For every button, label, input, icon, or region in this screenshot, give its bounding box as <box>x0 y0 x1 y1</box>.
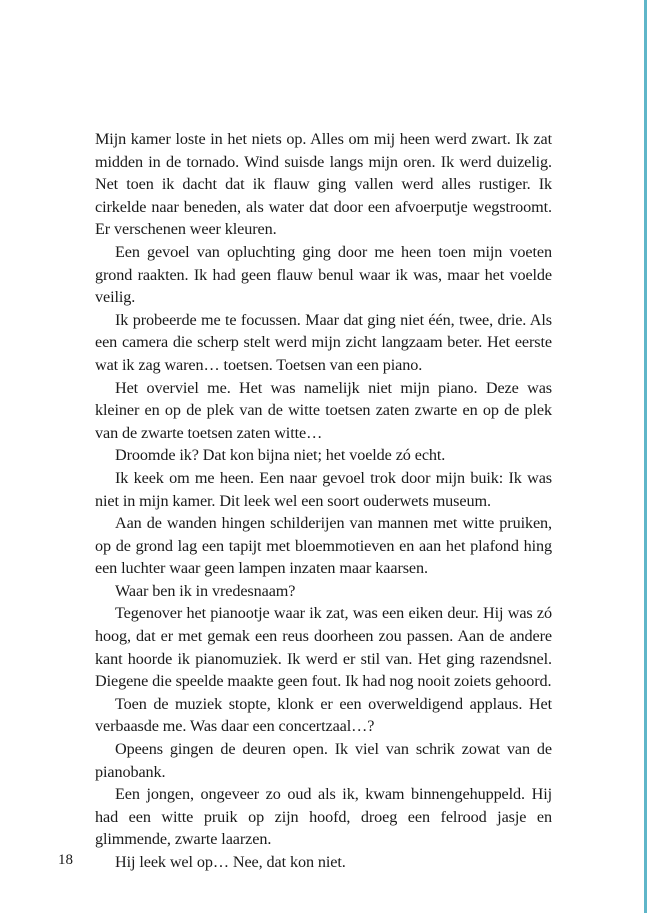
paragraph: Opeens gingen de deuren open. Ik viel van schrik zowat van de pianobank. <box>95 740 552 781</box>
paragraph: Tegenover het pianootje waar ik zat, was een eiken deur. Hij was zó hoog, dat er met gemak een reus doorheen zou passen. Aan de andere kant hoorde ik pianomuziek. Ik werd er stil van. Het ging razendsnel. Diegene die speelde maakte geen fout. Ik had nog nooit zoiets gehoord. <box>95 604 552 691</box>
paragraph: Droomde ik? Dat kon bijna niet; het voelde zó echt. <box>115 446 446 465</box>
paragraph: Een jongen, ongeveer zo oud als ik, kwam binnengehuppeld. Hij had een witte pruik op zijn hoofd, droeg een felrood jasje en glimmende, zwarte laarzen. <box>95 785 552 849</box>
paragraph: Hij leek wel op… Nee, dat kon niet. <box>115 853 346 871</box>
page-number: 18 <box>58 852 73 868</box>
paragraph: Waar ben ik in vredesnaam? <box>115 581 296 600</box>
body-text <box>95 128 552 874</box>
paragraph: Toen de muziek stopte, klonk er een overweldigend applaus. Het verbaasde me. Was daar een concertzaal…? <box>95 694 552 736</box>
paragraph: Het overviel me. Het was namelijk niet mijn piano. Deze was kleiner en op de plek van de witte toetsen zaten zwarte en op de plek van de zwarte toetsen zaten witte… <box>95 378 552 442</box>
paragraph: Aan de wanden hingen schilderijen van mannen met witte pruiken, op de grond lag een tapijt met bloemmotieven en aan het plafond hing een luchter waar geen lampen inzaten maar kaarsen. <box>95 514 552 578</box>
paragraph: Ik probeerde me te focussen. Maar dat ging niet één, twee, drie. Als een camera die scherp stelt werd mijn zicht langzaam beter. Het eerste wat ik zag waren… toetsen. Toetsen van een piano. <box>95 310 552 374</box>
paragraph: Ik keek om me heen. Een naar gevoel trok door mijn buik: Ik was niet in mijn kamer. Dit leek wel een soort ouderwets museum. <box>95 468 552 510</box>
paragraph: Mijn kamer loste in het niets op. Alles om mij heen werd zwart. Ik zat midden in de tornado. Wind suisde langs mijn oren. Ik werd duizelig. Net toen ik dacht dat ik flauw ging vallen werd alles rustiger. Ik cirkelde naar beneden, als water dat door een afvoerputje wegstroomt. Er verschenen weer kleuren. <box>95 130 552 239</box>
paragraph: Een gevoel van opluchting ging door me heen toen mijn voeten grond raakten. Ik had geen flauw benul waar ik was, maar het voelde veilig. <box>95 242 552 307</box>
